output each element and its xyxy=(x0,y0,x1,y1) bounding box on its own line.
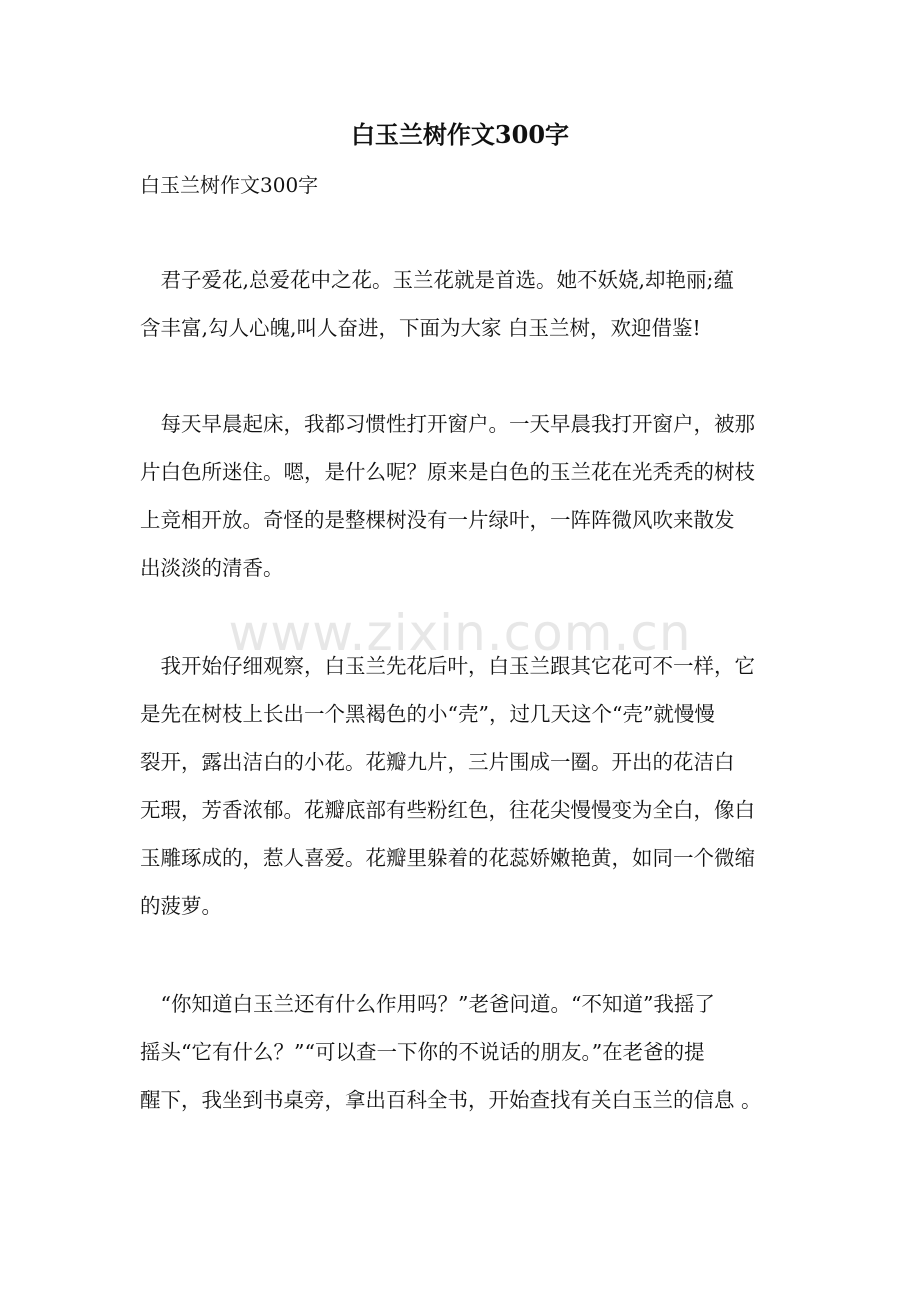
paragraph-observation xyxy=(140,642,800,930)
text-line: 我开始仔细观察，白玉兰先花后叶，白玉兰跟其它花可不一样，它 xyxy=(140,654,755,678)
text-line: 君子爱花,总爱花中之花。玉兰花就是首选。她不妖娆,却艳丽;蕴 xyxy=(140,268,734,292)
text-line: 上竞相开放。奇怪的是整棵树没有一片绿叶，一阵阵微风吹来散发 xyxy=(140,508,735,532)
text-line: 玉雕琢成的，惹人喜爱。花瓣里躲着的花蕊娇嫩艳黄，如同一个微缩 xyxy=(140,846,755,870)
text-line: 出淡淡的清香。 xyxy=(140,556,284,580)
text-line: 片白色所迷住。嗯，是什么呢？原来是白色的玉兰花在光秃秃的树枝 xyxy=(140,460,755,484)
text-line: 的菠萝。 xyxy=(140,894,222,918)
text-line: 裂开，露出洁白的小花。花瓣九片，三片围成一圈。开出的花洁白 xyxy=(140,750,735,774)
watermark: www.zixin.com.cn xyxy=(228,604,692,662)
text-line: 含丰富,勾人心魄,叫人奋进，下面为大家 白玉兰树，欢迎借鉴! xyxy=(140,316,701,340)
text-line: 醒下，我坐到书桌旁，拿出百科全书，开始查找有关白玉兰的信息 。 xyxy=(140,1088,762,1112)
paragraph-morning xyxy=(140,400,800,592)
text-line: 每天早晨起床，我都习惯性打开窗户。一天早晨我打开窗户，被那 xyxy=(140,412,755,436)
text-line: “你知道白玉兰还有什么作用吗？”老爸问道。“不知道”我摇了 xyxy=(140,992,715,1016)
text-line: 无瑕，芳香浓郁。花瓣底部有些粉红色，往花尖慢慢变为全白，像白 xyxy=(140,798,755,822)
document-subtitle: 白玉兰树作文300字 xyxy=(140,173,319,197)
paragraph-intro xyxy=(140,256,800,352)
text-line: 是先在树枝上长出一个黑褐色的小“壳”，过几天这个“壳”就慢慢 xyxy=(140,702,715,726)
paragraph-dialogue xyxy=(140,980,800,1124)
document-title: 白玉兰树作文300字 xyxy=(350,120,570,149)
text-line: 摇头“它有什么？”“可以查一下你的不说话的朋友。”在老爸的提 xyxy=(140,1040,705,1064)
